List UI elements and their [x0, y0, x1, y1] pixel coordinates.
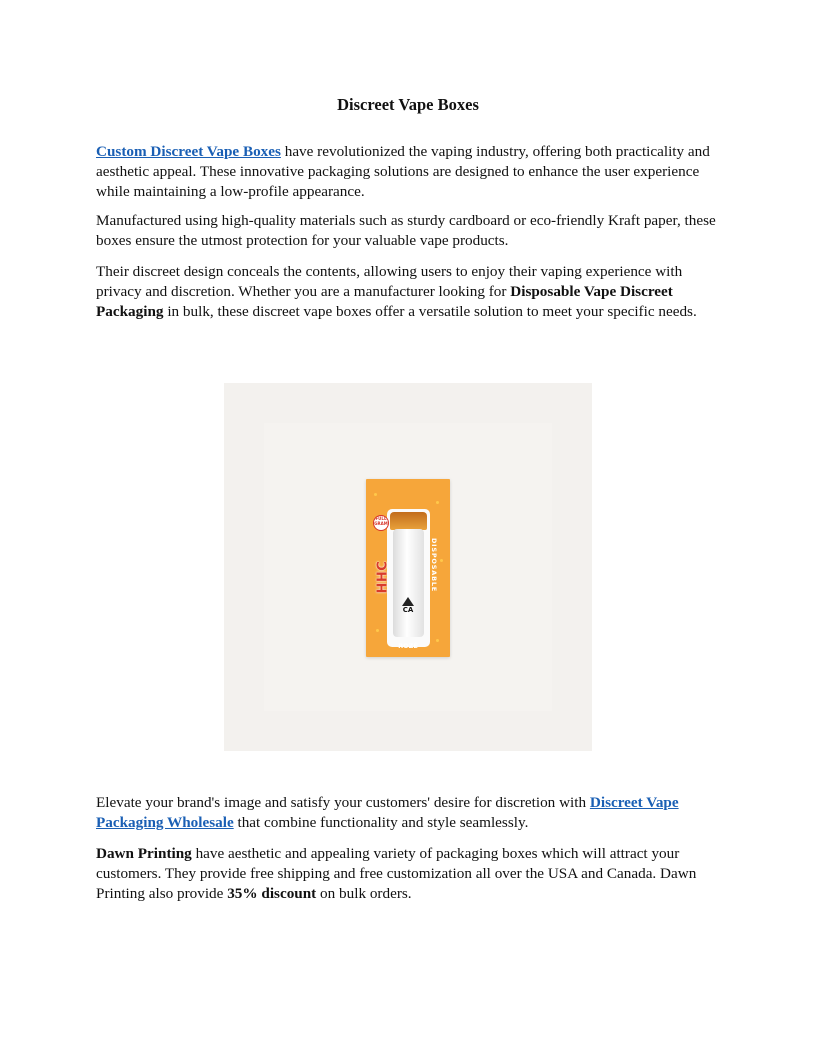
product-image [224, 383, 592, 751]
design-text-1: Their discreet design conceals the contents, allowing users to enjoy their vaping experience with privacy and discretion. Whether you are a manufacturer looking for [96, 263, 683, 300]
materials-paragraph: Manufactured using high-quality materials such as sturdy cardboard or eco-friendly Kraft paper, these boxes ensure the utmost protection for your valuable vape products. [96, 212, 716, 249]
full-gram-badge: FULL GRAM [373, 515, 389, 531]
dawn-text-2: on bulk orders. [316, 885, 412, 902]
custom-discreet-vape-boxes-link[interactable]: Custom Discreet Vape Boxes [96, 143, 281, 160]
vape-pen [393, 529, 424, 637]
wholesale-text-2: that combine functionality and style seamlessly. [233, 814, 529, 831]
dawn-text-1: have aesthetic and appealing variety of packaging boxes which will attract your customers. They provide free shipping and free customization all over the USA and Canada. Dawn Printing also provide [96, 845, 697, 902]
decor-dot [440, 559, 443, 562]
intro-text: have revolutionized the vaping industry, offering both practicality and aesthetic appeal. These innovative packaging solutions are designed to enhance the user experience while maintaining a low-profile appearance. [96, 143, 710, 200]
wholesale-paragraph [96, 793, 724, 833]
discount-bold: 35% discount [227, 885, 317, 902]
flavor-label: ROZÉ [398, 642, 418, 650]
disposable-label: DISPOSABLE [430, 537, 438, 593]
page-title: Discreet Vape Boxes [337, 95, 479, 114]
design-text-2: in bulk, these discreet vape boxes offer a versatile solution to meet your specific needs. [163, 303, 697, 320]
dawn-printing-bold: Dawn Printing [96, 845, 192, 862]
ca-label: CA [402, 606, 414, 614]
intro-paragraph [96, 142, 724, 202]
decor-dot [376, 629, 379, 632]
dawn-printing-paragraph [96, 844, 724, 904]
vape-mouthpiece [390, 512, 427, 530]
warning-triangle-icon [402, 597, 414, 606]
decor-dot [436, 639, 439, 642]
ca-warning-symbol [399, 597, 417, 613]
design-paragraph [96, 262, 724, 322]
vape-box [366, 479, 450, 657]
decor-dot [436, 501, 439, 504]
decor-dot [374, 493, 377, 496]
wholesale-text-1: Elevate your brand's image and satisfy your customers' desire for discretion with [96, 794, 590, 811]
brand-label: HHC [375, 560, 391, 594]
discreet-vape-packaging-wholesale-link[interactable]: Discreet Vape Packaging Wholesale [96, 794, 679, 831]
disposable-packaging-bold: Disposable Vape Discreet Packaging [96, 283, 673, 320]
